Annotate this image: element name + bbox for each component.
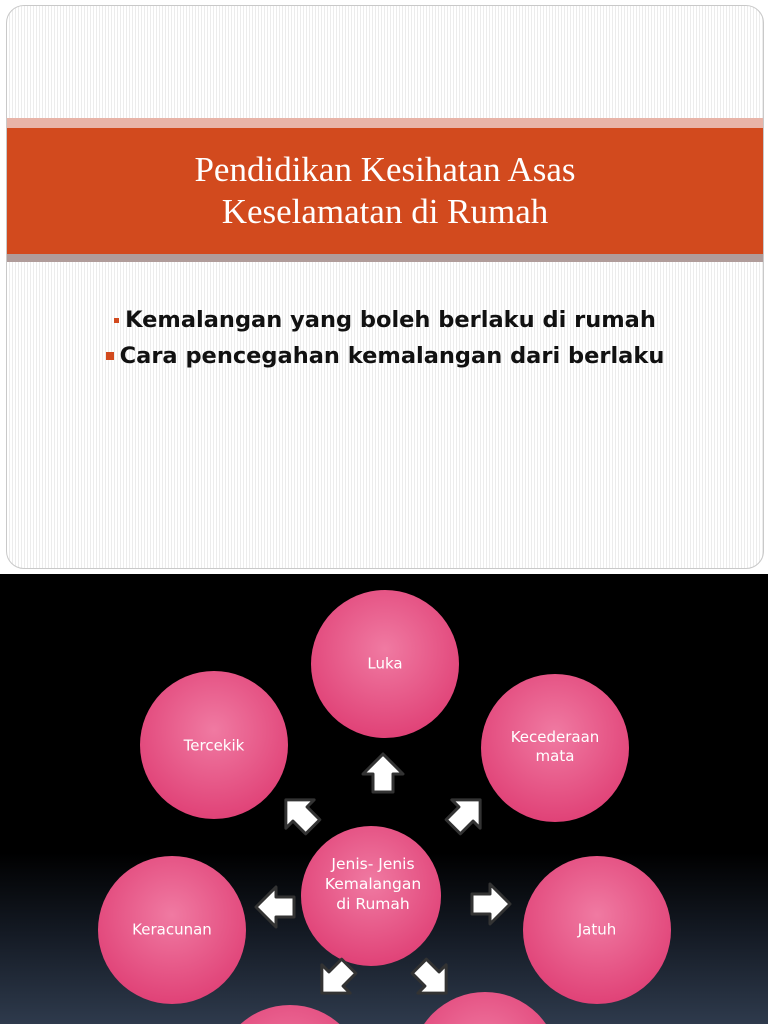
center-label: Jenis- Jenis Kemalangan di Rumah	[324, 855, 422, 913]
arrow-up-icon	[363, 754, 403, 792]
bullet-text: Cara pencegahan kemalangan dari berlaku	[119, 343, 665, 369]
bullet-item	[106, 338, 665, 374]
title-band	[7, 128, 763, 254]
node-label-tercekik: Tercekik	[183, 736, 245, 755]
node-label-jatuh: Jatuh	[577, 920, 617, 939]
bullet-list	[7, 302, 763, 374]
arrow-right-icon	[472, 884, 510, 924]
slide-title	[6, 5, 764, 569]
bullet-square-icon	[106, 352, 114, 360]
slide-title-line-1: Pendidikan Kesihatan Asas	[194, 150, 576, 189]
node-label-luka: Luka	[367, 654, 403, 673]
bullet-item	[114, 302, 656, 338]
slide-diagram	[0, 574, 768, 1024]
bullet-text: Kemalangan yang boleh berlaku di rumah	[125, 307, 656, 333]
bullet-square-icon	[114, 318, 119, 323]
arrow-down-right-icon	[405, 952, 460, 1007]
slide-title-line-2: Keselamatan di Rumah	[221, 192, 549, 231]
arrow-left-icon	[256, 887, 294, 927]
arrow-up-left-icon	[272, 786, 327, 841]
node-circle-bottom-right	[411, 992, 559, 1024]
title-band-top-stripe	[7, 118, 763, 128]
node-label-keracunan: Keracunan	[132, 920, 212, 939]
title-band-bottom-stripe	[7, 254, 763, 262]
node-label-kecederaan-mata: Kecederaan mata	[510, 728, 600, 765]
node-circle-bottom-left	[216, 1005, 364, 1024]
arrow-up-right-icon	[439, 786, 494, 841]
cycle-diagram	[0, 574, 768, 1024]
